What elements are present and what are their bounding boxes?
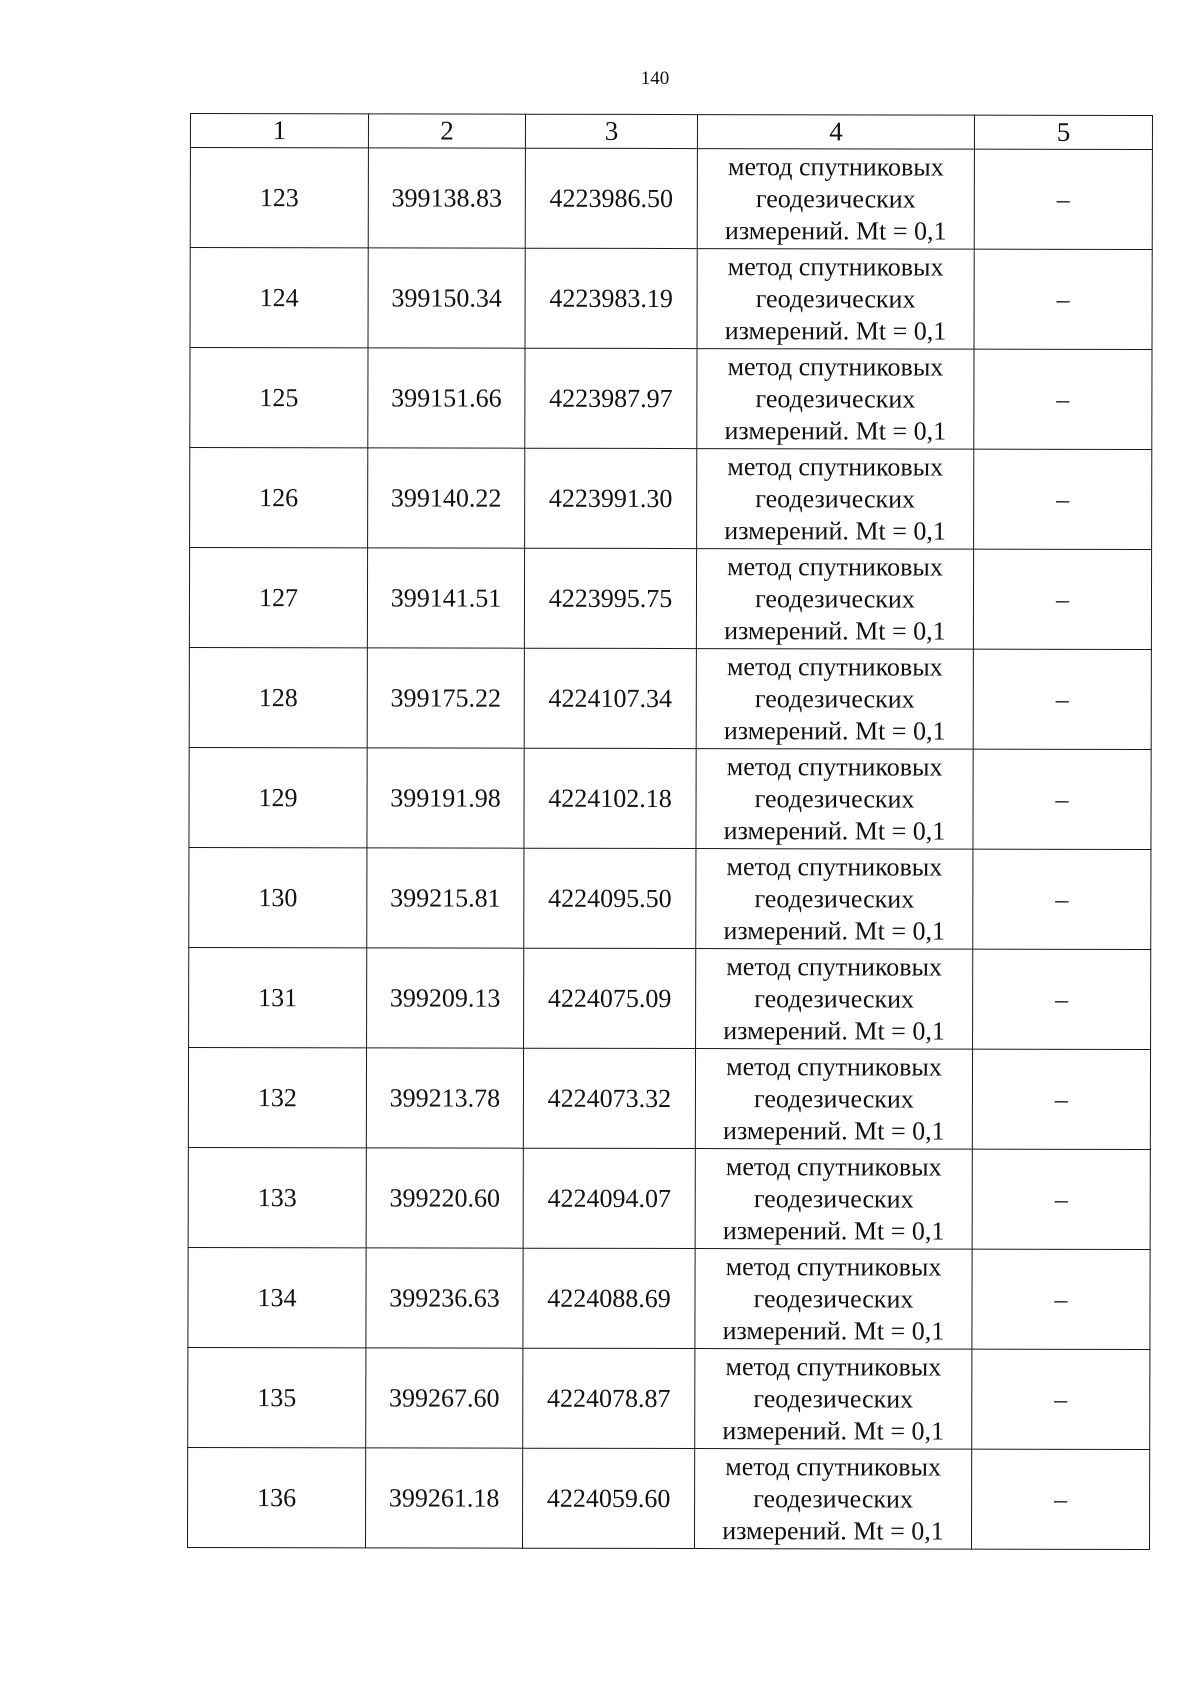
method-line-3: измерений. Mt = 0,1 bbox=[724, 515, 946, 546]
method-cell bbox=[697, 249, 974, 350]
method-line-2: геодезических bbox=[754, 783, 915, 814]
method-line-1: метод спутниковых bbox=[728, 151, 944, 182]
x-coordinate-cell: 399175.22 bbox=[367, 648, 524, 748]
column-header-2: 2 bbox=[368, 114, 525, 148]
column-header-5: 5 bbox=[974, 115, 1152, 149]
y-coordinate-cell: 4224107.34 bbox=[524, 648, 696, 748]
method-line-3: измерений. Mt = 0,1 bbox=[722, 1515, 944, 1546]
point-number-cell: 123 bbox=[190, 148, 368, 248]
method-line-3: измерений. Mt = 0,1 bbox=[723, 1015, 945, 1046]
method-line-3: измерений. Mt = 0,1 bbox=[724, 215, 947, 246]
x-coordinate-cell: 399215.81 bbox=[367, 848, 524, 948]
table-row bbox=[189, 647, 1151, 749]
y-coordinate-cell: 4223987.97 bbox=[525, 348, 697, 448]
y-coordinate-cell: 4224102.18 bbox=[524, 748, 696, 848]
method-cell bbox=[696, 649, 973, 750]
y-coordinate-cell: 4224078.87 bbox=[523, 1348, 695, 1448]
method-line-2: геодезических bbox=[755, 483, 916, 514]
point-number-cell: 124 bbox=[190, 248, 368, 348]
y-coordinate-cell: 4224075.09 bbox=[524, 948, 696, 1048]
method-line-2: геодезических bbox=[755, 583, 915, 614]
x-coordinate-cell: 399236.63 bbox=[366, 1248, 523, 1348]
method-line-3: измерений. Mt = 0,1 bbox=[724, 315, 947, 346]
method-line-1: метод спутниковых bbox=[726, 751, 943, 782]
note-cell: – bbox=[974, 349, 1152, 449]
table-row bbox=[189, 947, 1151, 1049]
method-line-1: метод спутниковых bbox=[727, 451, 944, 482]
method-cell bbox=[697, 349, 974, 450]
table-row bbox=[189, 747, 1151, 849]
point-number-cell: 132 bbox=[188, 1047, 366, 1147]
x-coordinate-cell: 399191.98 bbox=[367, 748, 524, 848]
y-coordinate-cell: 4224094.07 bbox=[523, 1148, 695, 1248]
method-line-1: метод спутниковых bbox=[726, 651, 943, 682]
note-cell: – bbox=[973, 849, 1151, 949]
note-cell: – bbox=[972, 1149, 1150, 1249]
method-line-2: геодезических bbox=[753, 1283, 914, 1314]
method-line-3: измерений. Mt = 0,1 bbox=[722, 1415, 945, 1446]
note-cell: – bbox=[974, 249, 1152, 349]
x-coordinate-cell: 399140.22 bbox=[368, 448, 525, 548]
method-line-3: измерений. Mt = 0,1 bbox=[724, 415, 947, 446]
method-cell bbox=[696, 849, 973, 950]
method-line-1: метод спутниковых bbox=[725, 1451, 942, 1482]
y-coordinate-cell: 4223995.75 bbox=[524, 548, 696, 648]
method-cell bbox=[695, 1149, 972, 1250]
method-cell bbox=[695, 1349, 972, 1450]
table-row bbox=[190, 248, 1152, 350]
table-header-row bbox=[190, 114, 1152, 150]
method-line-1: метод спутниковых bbox=[725, 1251, 942, 1282]
method-line-2: геодезических bbox=[755, 383, 916, 414]
method-line-1: метод спутниковых bbox=[726, 1051, 942, 1082]
y-coordinate-cell: 4223983.19 bbox=[525, 248, 697, 348]
note-cell: – bbox=[974, 449, 1152, 549]
method-line-2: геодезических bbox=[753, 1483, 913, 1514]
table-row bbox=[188, 1247, 1150, 1349]
table-row bbox=[190, 148, 1152, 250]
note-cell: – bbox=[973, 949, 1151, 1049]
method-line-2: геодезических bbox=[754, 1083, 914, 1114]
point-number-cell: 135 bbox=[188, 1347, 366, 1447]
x-coordinate-cell: 399213.78 bbox=[366, 1048, 523, 1148]
method-cell bbox=[696, 549, 973, 650]
table-row bbox=[187, 1447, 1149, 1549]
x-coordinate-cell: 399138.83 bbox=[368, 148, 525, 248]
method-cell bbox=[697, 149, 974, 250]
method-line-1: метод спутниковых bbox=[727, 251, 944, 282]
note-cell: – bbox=[974, 149, 1152, 249]
point-number-cell: 129 bbox=[189, 747, 367, 847]
x-coordinate-cell: 399220.60 bbox=[366, 1148, 523, 1248]
method-cell bbox=[695, 1249, 972, 1350]
column-header-1: 1 bbox=[190, 114, 368, 148]
column-header-3: 3 bbox=[525, 114, 697, 148]
x-coordinate-cell: 399267.60 bbox=[366, 1348, 523, 1448]
coordinates-table bbox=[187, 113, 1153, 1550]
coordinates-table-container bbox=[187, 113, 1152, 1550]
point-number-cell: 131 bbox=[189, 947, 367, 1047]
point-number-cell: 127 bbox=[189, 548, 367, 648]
method-line-1: метод спутниковых bbox=[727, 351, 944, 382]
method-line-2: геодезических bbox=[754, 883, 915, 914]
method-cell bbox=[695, 1049, 972, 1150]
x-coordinate-cell: 399209.13 bbox=[367, 948, 524, 1048]
x-coordinate-cell: 399150.34 bbox=[368, 248, 525, 348]
note-cell: – bbox=[972, 1349, 1150, 1449]
y-coordinate-cell: 4224095.50 bbox=[524, 848, 696, 948]
point-number-cell: 125 bbox=[190, 348, 368, 448]
note-cell: – bbox=[972, 1249, 1150, 1349]
point-number-cell: 130 bbox=[189, 847, 367, 947]
method-line-2: геодезических bbox=[754, 983, 915, 1014]
table-row bbox=[188, 1147, 1150, 1249]
y-coordinate-cell: 4224059.60 bbox=[522, 1448, 694, 1548]
method-line-3: измерений. Mt = 0,1 bbox=[722, 1315, 945, 1346]
method-cell bbox=[696, 949, 973, 1050]
table-row bbox=[188, 1347, 1150, 1449]
method-line-3: измерений. Mt = 0,1 bbox=[722, 1215, 945, 1246]
method-line-2: геодезических bbox=[753, 1383, 914, 1414]
y-coordinate-cell: 4223986.50 bbox=[525, 148, 697, 248]
x-coordinate-cell: 399261.18 bbox=[365, 1448, 522, 1548]
method-line-1: метод спутниковых bbox=[725, 1351, 942, 1382]
method-cell bbox=[694, 1449, 971, 1550]
method-cell bbox=[697, 449, 974, 550]
y-coordinate-cell: 4224073.32 bbox=[523, 1048, 695, 1148]
column-header-4: 4 bbox=[697, 115, 974, 150]
method-line-1: метод спутниковых bbox=[726, 851, 943, 882]
table-row bbox=[190, 448, 1152, 550]
method-line-3: измерений. Mt = 0,1 bbox=[723, 1115, 945, 1146]
method-line-2: геодезических bbox=[753, 1183, 914, 1214]
y-coordinate-cell: 4224088.69 bbox=[523, 1248, 695, 1348]
method-line-2: геодезических bbox=[755, 183, 916, 214]
point-number-cell: 133 bbox=[188, 1147, 366, 1247]
method-line-3: измерений. Mt = 0,1 bbox=[723, 815, 946, 846]
method-line-1: метод спутниковых bbox=[726, 951, 943, 982]
method-line-1: метод спутниковых bbox=[725, 1151, 942, 1182]
note-cell: – bbox=[972, 1049, 1150, 1149]
method-line-2: геодезических bbox=[755, 283, 916, 314]
note-cell: – bbox=[973, 749, 1151, 849]
method-line-3: измерений. Mt = 0,1 bbox=[724, 615, 946, 646]
method-line-2: геодезических bbox=[754, 683, 915, 714]
x-coordinate-cell: 399151.66 bbox=[368, 348, 525, 448]
table-row bbox=[190, 348, 1152, 450]
note-cell: – bbox=[971, 1449, 1149, 1549]
x-coordinate-cell: 399141.51 bbox=[367, 548, 524, 648]
table-row bbox=[188, 1047, 1150, 1149]
point-number-cell: 136 bbox=[187, 1447, 365, 1547]
point-number-cell: 126 bbox=[190, 448, 368, 548]
table-row bbox=[189, 847, 1151, 949]
y-coordinate-cell: 4223991.30 bbox=[525, 448, 697, 548]
page-number: 140 bbox=[640, 68, 670, 89]
point-number-cell: 134 bbox=[188, 1247, 366, 1347]
method-line-3: измерений. Mt = 0,1 bbox=[723, 915, 946, 946]
method-line-1: метод спутниковых bbox=[727, 551, 943, 582]
table-body bbox=[187, 148, 1152, 1550]
table-row bbox=[189, 548, 1151, 650]
method-cell bbox=[696, 749, 973, 850]
point-number-cell: 128 bbox=[189, 647, 367, 747]
note-cell: – bbox=[973, 549, 1151, 649]
note-cell: – bbox=[973, 649, 1151, 749]
method-line-3: измерений. Mt = 0,1 bbox=[723, 715, 946, 746]
